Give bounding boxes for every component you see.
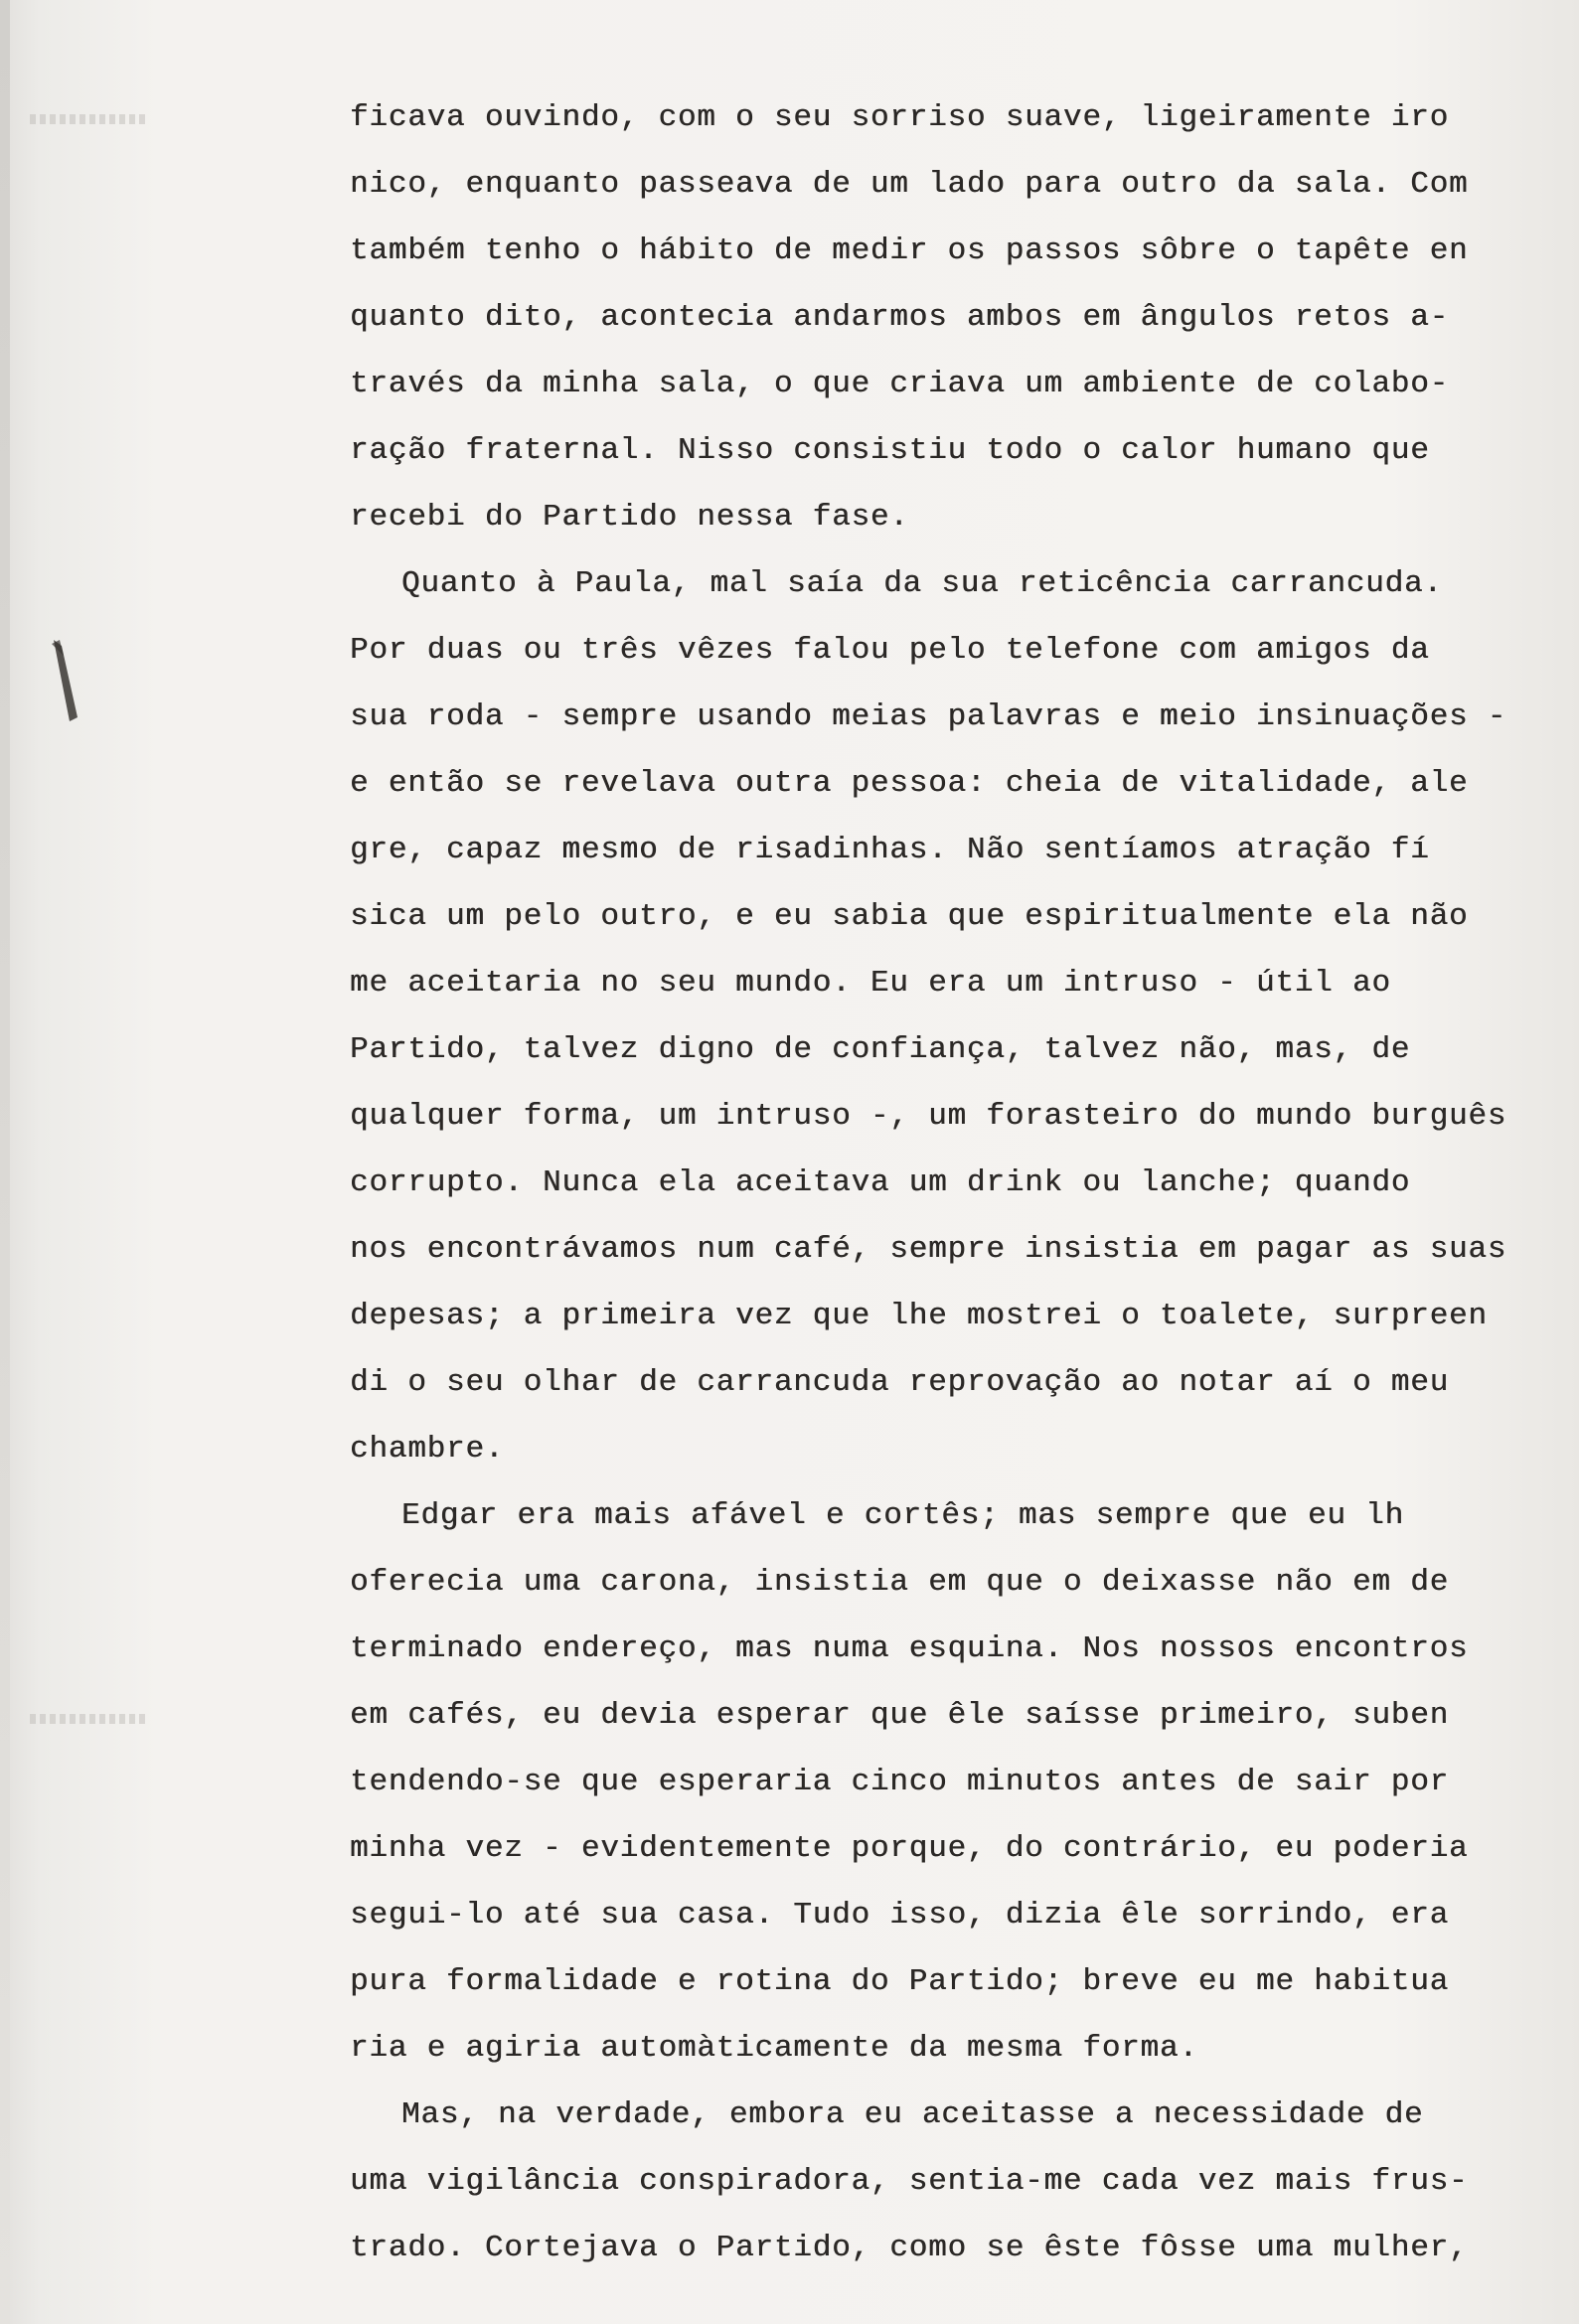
margin-mark <box>30 1714 149 1724</box>
text-line: qualquer forma, um intruso -, um forasteiro do mundo burguês <box>350 1099 1507 1134</box>
text-line: Por duas ou três vêzes falou pelo telefone com amigos da <box>350 633 1430 668</box>
text-line: nos encontrávamos num café, sempre insistia em pagar as suas <box>350 1232 1507 1267</box>
text-line: di o seu olhar de carrancuda reprovação ao notar aí o meu <box>350 1365 1449 1400</box>
text-line: pura formalidade e rotina do Partido; breve eu me habitua <box>350 1964 1449 1999</box>
text-line: minha vez - evidentemente porque, do contrário, eu poderia <box>350 1831 1469 1866</box>
text-line: recebi do Partido nessa fase. <box>350 500 909 535</box>
margin-mark <box>30 114 149 124</box>
typed-text-body <box>350 84 1547 2281</box>
text-line: e então se revelava outra pessoa: cheia de vitalidade, ale <box>350 766 1469 801</box>
text-line: corrupto. Nunca ela aceitava um drink ou lanche; quando <box>350 1165 1411 1200</box>
paragraph-start-line: Mas, na verdade, embora eu aceitasse a necessidade de <box>401 2097 1424 2132</box>
text-line: chambre. <box>350 1432 505 1467</box>
text-line: também tenho o hábito de medir os passos sôbre o tapête en <box>350 233 1469 268</box>
text-line: través da minha sala, o que criava um ambiente de colabo- <box>350 367 1449 401</box>
text-line: ração fraternal. Nisso consistiu todo o calor humano que <box>350 433 1430 468</box>
text-line: oferecia uma carona, insistia em que o deixasse não em de <box>350 1565 1449 1600</box>
text-line: ria e agiria automàticamente da mesma forma. <box>350 2031 1198 2066</box>
text-line: tendendo-se que esperaria cinco minutos antes de sair por <box>350 1765 1449 1799</box>
text-line: gre, capaz mesmo de risadinhas. Não sentíamos atração fí <box>350 833 1430 867</box>
paragraph-start-line: Quanto à Paula, mal saía da sua reticência carrancuda. <box>401 566 1443 601</box>
text-line: quanto dito, acontecia andarmos ambos em ângulos retos a- <box>350 300 1449 335</box>
text-line: segui-lo até sua casa. Tudo isso, dizia êle sorrindo, era <box>350 1898 1449 1933</box>
text-line: sica um pelo outro, e eu sabia que espiritualmente ela não <box>350 899 1469 934</box>
text-line: sua roda - sempre usando meias palavras e meio insinuações - <box>350 699 1507 734</box>
page-left-edge <box>0 0 10 2324</box>
text-line: uma vigilância conspiradora, sentia-me cada vez mais frus- <box>350 2164 1469 2199</box>
paragraph-start-line: Edgar era mais afável e cortês; mas sempre que eu lh <box>401 1498 1404 1533</box>
text-line: trado. Cortejava o Partido, como se êste fôsse uma mulher, <box>350 2231 1469 2265</box>
text-line: depesas; a primeira vez que lhe mostrei o toalete, surpreen <box>350 1299 1488 1333</box>
pencil-tick-mark <box>48 636 87 725</box>
text-line: Partido, talvez digno de confiança, talvez não, mas, de <box>350 1032 1411 1067</box>
text-line: ficava ouvindo, com o seu sorriso suave, ligeiramente iro <box>350 100 1449 135</box>
text-line: me aceitaria no seu mundo. Eu era um intruso - útil ao <box>350 966 1391 1001</box>
text-line: terminado endereço, mas numa esquina. Nos nossos encontros <box>350 1631 1469 1666</box>
text-line: nico, enquanto passeava de um lado para outro da sala. Com <box>350 167 1469 202</box>
text-line: em cafés, eu devia esperar que êle saísse primeiro, suben <box>350 1698 1449 1733</box>
